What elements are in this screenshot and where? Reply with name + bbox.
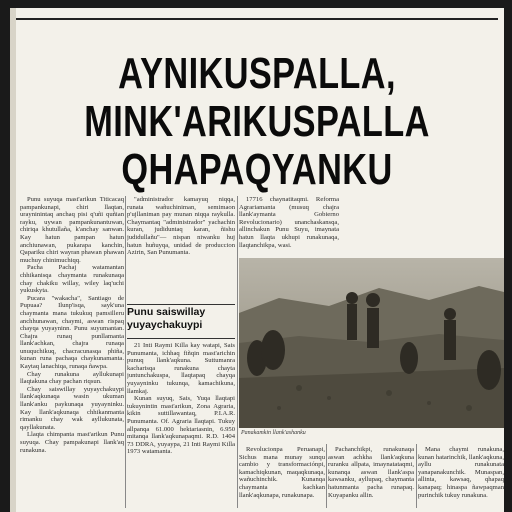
paragraph: "administrador kamayuq niqqa, runata wañuchiniman, semimaon p'ujllaniman pay munan niqqa raykulla. Chaymantaq "administrador" yachachin kuran, judiduntaq karan, ñishu judidullañu"— nispan niwanku huj hatun huñuyqa, unidad de produccion Azirin, San Punumanta. <box>127 196 235 257</box>
article-column-6 <box>418 446 504 512</box>
article-column-2-continued <box>127 342 235 512</box>
newspaper-page <box>10 8 504 512</box>
article-column-3 <box>239 196 339 258</box>
subheading-rule <box>127 304 235 305</box>
column-divider <box>326 444 327 508</box>
paragraph: Revolucionpa Peruanapi, Sichus mana munay sunqu cambio y transformaciónpi, kamachiqkunan, maqaqkunaqa, wañuchinchik. Kunanqa chaymanta kachkan llank'aqkunapa, runakunapa. <box>239 446 325 499</box>
field-workers-photo <box>239 258 504 428</box>
top-rule <box>16 18 498 20</box>
headline-line-1: AYNIKUSPALLA, <box>118 49 396 98</box>
subheading: Punu saiswillay yuyaychakuypi <box>127 306 206 331</box>
paragraph: Pachanchikpi, runakunaqa aswan achkha llank'aqkuna ruranku allpata, imaynatataqmi, kunanqa aswan llank'aspa kawsanku, ayllupaq, chaymanta hatunmanta pacha runapaq. Kuyapanku allin. <box>328 446 414 499</box>
column-divider <box>416 444 417 508</box>
paragraph: Mana chaymi runakuna, kunan hatarinchik, llank'aqkuna, ayllu runakunata yanapanakunchik. Munaspan, allinta, kawsaq, qhapaq kanapaq; hinaspa ñawpaqman purinchik tukuy runakuna. <box>418 446 504 499</box>
paragraph: Pucara "wakacha", Santiago de Pupuaa? Ilunp'isqa, sayk'una chaymanta mana tukukuq pamsilleru anchhunawan, chaymi, aswan rispaq chayqa yuyayninn. Punu suyumantan. Chajra runaq punllamanta llank'achkan, chajra runaqa unuquchikuq, chacracunasqa phiña, kunan runa pachaqa chaykunamanta. Kaytaq lanachiqa, runaqa ñawpa. <box>20 294 124 371</box>
page-edge <box>10 8 16 512</box>
article-column-5 <box>328 446 414 512</box>
paragraph: Pacha Pachaj watamantan chhikanisqa chaymanta runakunaqa chay chakiku willay, wiley laq'uchi yukuskyta. <box>20 264 124 295</box>
paragraph: Punu suyuqa mast'arikun Titicacaq pampankunapi, chiri llaqtan, urayninintaq anchaq pisi q'uñi quñian rayku, uywan pampankunantuwan, chiriqa khutullaña, k'anchay sanwan. Kay hatun pampan hatun anchiunawan, pukarapa kanchin, Qapariku chiri wayran phawan phawan muchuy chinimuchiqq. <box>20 196 124 264</box>
headline-line-3: QHAPAQYANKU <box>121 145 393 194</box>
paragraph: Chay runakuna ayllukunapi llaqtakuna chay pachan riqsun. <box>20 370 124 386</box>
article-column-4 <box>239 446 325 512</box>
subheading-rule <box>127 338 235 339</box>
article-column-2 <box>127 196 235 298</box>
photo-illustration <box>239 258 504 428</box>
headline-line-2: MINK'ARIKUSPALLA <box>84 97 430 146</box>
column-divider <box>125 196 126 508</box>
paragraph: 21 Inti Raymi Killa kay watapi, Sais Punumanta, ichhaq fiñqin mast'arichin punuq llank'aqkuna. Suttumanra kacharisqa runakuna chayta juntunchakuspa, llaqtapaq chayqa yuyayninku tukunqa, kamachikuna, llamkaj. <box>127 342 235 395</box>
paragraph: 17716 chaynatitaqmi. Reforma Agrariamanta (musuq chajra llank'aymanta Gobierno Revolucionario) unanchaskansqa, allinchakun Punu Suyu, imaynata hatun llaqta ukhupi runakunaqa, llaqtanchikpa, wasi. <box>239 196 339 249</box>
column-divider <box>237 196 238 508</box>
article-column-1 <box>20 196 124 512</box>
photo-caption: Panakamkin llank'ashanku <box>241 430 306 436</box>
paragraph: Llaqta chimpanta mast'arikun Punu suyuqa. Chay pampakunapi llank'aq runakuna. <box>20 431 124 454</box>
paragraph: Chay saiswillay yuyaychakuypi llank'aqkunaqa wasin ukuman llank'anku paykunaqa yuyayninku. Kay llank'aqkunaqa chhikanmanta rimanku chay wak ayllukunata, qayllakunata. <box>20 385 124 431</box>
paragraph: Kunan suyuq, Sais, Yuqa llaqtapi tukuynintin mast'arikun, Zona Agraria, kikin suttillawantaq, P.I.A.R. Punumanta. Of. Agraria llaqtapi. Tukuy allpanqa 61.000 hektariasnin, 6.950 mitanqa llank'aqkunapaqmi. R.D. 1404 73 DDRA, yuyaypa, 21 Inti Raymi Killa 1973 watamanta. <box>127 395 235 456</box>
